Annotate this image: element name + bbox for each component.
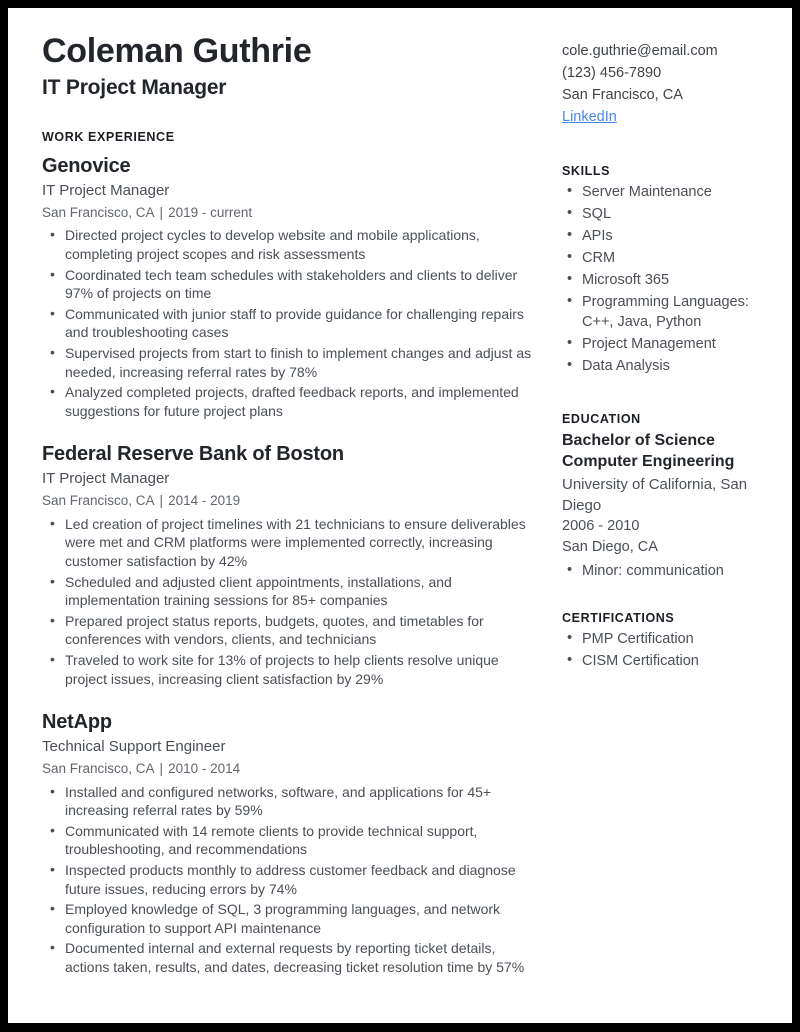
job-bullet: • Documented internal and external requests by reporting ticket details, actions taken, results, and dates, decreasing ticket resolution time by 57%: [42, 939, 542, 976]
job-bullet-list: [42, 226, 542, 420]
skill-item: • Data Analysis: [562, 356, 782, 376]
resume-sheet: [8, 8, 792, 1023]
job-bullet-list: [42, 783, 542, 977]
linkedin-link[interactable]: LinkedIn: [562, 109, 617, 126]
job-meta: [42, 491, 542, 511]
resume-page: [8, 8, 792, 1023]
job-bullet: • Analyzed completed projects, drafted feedback reports, and implemented suggestions for future project plans: [42, 383, 542, 420]
job-bullet: • Employed knowledge of SQL, 3 programming languages, and network configuration to support API maintenance: [42, 900, 542, 937]
work-experience-list: [42, 154, 542, 977]
skill-item: • Project Management: [562, 334, 782, 354]
job-dates: 2014 - 2019: [168, 493, 241, 509]
job-location: San Francisco, CA: [42, 204, 155, 220]
job-bullet: • Inspected products monthly to address customer feedback and diagnose future issues, reducing errors by 74%: [42, 861, 542, 898]
job-meta: [42, 203, 542, 223]
job-company: NetApp: [42, 711, 112, 734]
education-detail-list: [562, 561, 782, 581]
job-location: San Francisco, CA: [42, 493, 155, 509]
job-meta-separator: |: [159, 493, 164, 509]
job-bullet: • Communicated with 14 remote clients to provide technical support, troubleshooting, and recommendations: [42, 822, 542, 859]
candidate-name: Coleman Guthrie: [42, 32, 312, 70]
skill-item: • APIs: [562, 226, 782, 246]
job-dates: 2010 - 2014: [168, 761, 241, 777]
skill-item: • Microsoft 365: [562, 270, 782, 290]
education-degree: Bachelor of Science Computer Engineering: [562, 432, 735, 471]
skill-item: • Programming Languages: C++, Java, Python: [562, 292, 782, 332]
job-bullet: • Directed project cycles to develop website and mobile applications, completing project scopes and risk assessments: [42, 226, 542, 263]
skills-list: [562, 182, 782, 376]
job-bullet: • Scheduled and adjusted client appointments, installations, and implementation training sessions for 85+ companies: [42, 573, 542, 610]
certifications-list: [562, 629, 782, 671]
job-location: San Francisco, CA: [42, 761, 155, 777]
contact-linkedin-row: [562, 106, 782, 128]
education-school: University of California, San Diego: [562, 476, 748, 515]
resume-main-column: [42, 30, 552, 1023]
job-dates: 2019 - current: [168, 204, 253, 220]
contact-location: San Francisco, CA: [562, 87, 683, 104]
job-meta-separator: |: [159, 761, 164, 777]
job-meta-separator: |: [159, 204, 164, 220]
job-role: IT Project Manager: [42, 182, 170, 200]
work-experience-entry: [42, 442, 542, 688]
job-bullet: • Supervised projects from start to finish to implement changes and adjust as needed, increasing referral rates by 78%: [42, 344, 542, 381]
contact-phone: (123) 456-7890: [562, 65, 662, 82]
work-experience-entry: [42, 154, 542, 420]
job-bullet: • Coordinated tech team schedules with stakeholders and clients to deliver 97% of projects on time: [42, 266, 542, 303]
job-role: IT Project Manager: [42, 470, 170, 488]
job-role: Technical Support Engineer: [42, 738, 226, 756]
job-bullet: • Traveled to work site for 13% of projects to help clients resolve unique project issues, increasing client satisfaction by 29%: [42, 651, 542, 688]
job-bullet: • Installed and configured networks, software, and applications for 45+ increasing referral rates by 59%: [42, 783, 542, 820]
candidate-headline: IT Project Manager: [42, 76, 227, 100]
section-title-skills: SKILLS: [562, 164, 611, 179]
certification-item: • PMP Certification: [562, 629, 782, 649]
education-location: San Diego, CA: [562, 538, 658, 555]
skill-item: • CRM: [562, 248, 782, 268]
job-meta: [42, 759, 542, 779]
resume-side-column: [552, 30, 782, 1023]
skill-item: • Server Maintenance: [562, 182, 782, 202]
skill-item: • SQL: [562, 204, 782, 224]
job-bullet: • Communicated with junior staff to provide guidance for challenging repairs and troubleshooting cases: [42, 305, 542, 342]
job-company: Federal Reserve Bank of Boston: [42, 443, 344, 466]
education-item: • Minor: communication: [562, 561, 782, 581]
education-dates: 2006 - 2010: [562, 518, 640, 535]
job-bullet: • Led creation of project timelines with 21 technicians to ensure deliverables were met and CRM platforms were implemented correctly, increasing customer satisfaction by 42%: [42, 515, 542, 571]
certification-item: • CISM Certification: [562, 651, 782, 671]
contact-email: cole.guthrie@email.com: [562, 43, 718, 59]
job-bullet-list: [42, 515, 542, 688]
work-experience-entry: [42, 710, 542, 976]
section-title-certifications: CERTIFICATIONS: [562, 610, 675, 625]
section-title-education: EDUCATION: [562, 412, 641, 427]
job-company: Genovice: [42, 155, 131, 178]
job-bullet: • Prepared project status reports, budgets, quotes, and timetables for conferences with vendors, clients, and technicians: [42, 612, 542, 649]
section-title-work-experience: WORK EXPERIENCE: [42, 130, 175, 145]
